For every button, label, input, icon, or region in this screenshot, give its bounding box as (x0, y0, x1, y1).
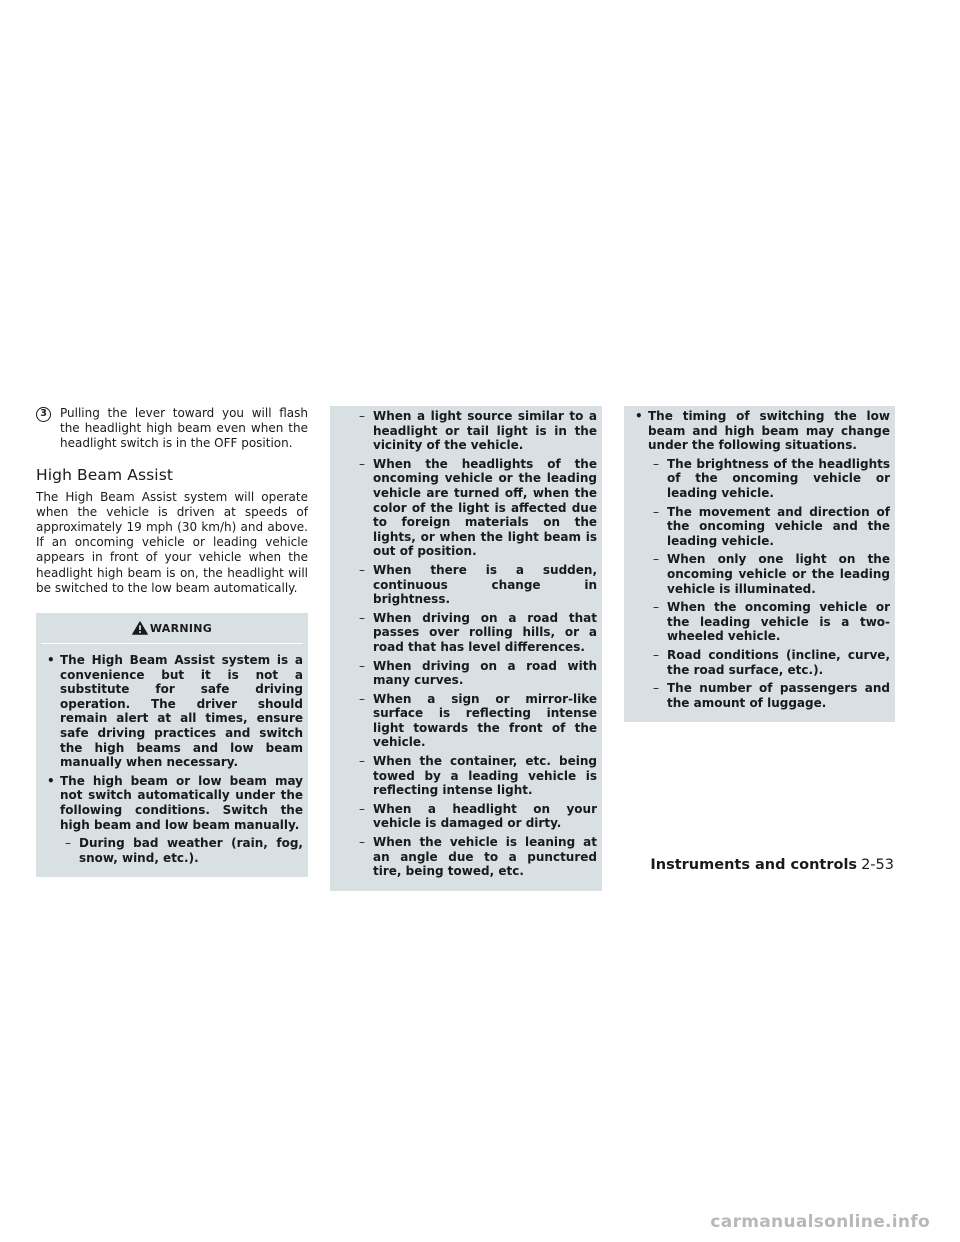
dash-mark: – (653, 600, 659, 615)
situation-item (629, 648, 890, 677)
warning-header (41, 619, 303, 644)
dash-mark: – (653, 504, 659, 519)
dash-mark: – (653, 552, 659, 567)
warning-icon (132, 621, 148, 635)
situation-list (629, 457, 890, 711)
condition-text: When driving on a road that passes over rolling hills, or a road that has level differences. (373, 610, 597, 654)
dash-mark: – (359, 835, 365, 850)
condition-text: When the container, etc. being towed by a leading vehicle is reflecting intense light. (373, 754, 597, 798)
warning-bullet-text: The high beam or low beam may not switch automatically under the following conditions. Switch the high beam and low beam manually. (60, 773, 303, 832)
situation-item (629, 552, 890, 596)
section-title: High Beam Assist (36, 465, 174, 484)
warning-bullet (41, 774, 303, 832)
step-3 (36, 406, 308, 452)
page-number: 2-53 (861, 857, 894, 873)
warning-label: WARNING (149, 622, 213, 636)
bullet-mark: • (47, 773, 55, 788)
dash-mark: – (359, 562, 365, 577)
column-3 (624, 406, 895, 722)
dash-mark: – (359, 754, 365, 769)
condition-text: During bad weather (rain, fog, snow, wind, etc.). (79, 836, 303, 865)
warning-bullet-text: The timing of switching the low beam and high beam may change under the following situations. (648, 409, 890, 453)
dash-mark: – (359, 456, 365, 471)
dash-mark: – (653, 681, 659, 696)
condition-item (335, 409, 597, 453)
condition-item (335, 611, 597, 655)
condition-text: When the vehicle is leaning at an angle due to a punctured tire, being towed, etc. (373, 835, 597, 879)
situation-text: The brightness of the headlights of the oncoming vehicle or leading vehicle. (667, 456, 890, 500)
warning-bullet (629, 409, 890, 453)
warning-box-continued (624, 406, 895, 722)
situation-text: The movement and direction of the oncoming vehicle and the leading vehicle. (667, 504, 890, 548)
column-2 (330, 406, 602, 891)
dash-mark: – (359, 409, 365, 423)
situation-item (629, 457, 890, 501)
warning-bullet (41, 653, 303, 770)
page-footer (650, 857, 894, 873)
situation-text: Road conditions (incline, curve, the road surface, etc.). (667, 647, 890, 677)
intro-paragraph: The High Beam Assist system will operate when the vehicle is driven at speeds of approximately 19 mph (30 km/h) and above. If an oncoming vehicle or leading vehicle appears in front of your vehicle when the headlight high beam is on, the headlight will be switched to the low beam automatically. (36, 489, 308, 595)
condition-item (335, 457, 597, 559)
condition-item (335, 563, 597, 607)
footer-section-title: Instruments and controls (650, 857, 858, 873)
situation-item (629, 681, 890, 710)
bullet-mark: • (47, 653, 55, 668)
step-number-badge: 3 (36, 407, 51, 422)
situation-item (629, 505, 890, 549)
condition-item (41, 836, 303, 865)
warning-box-continued (330, 406, 602, 891)
condition-text: When there is a sudden, continuous change in brightness. (373, 562, 597, 607)
dash-mark: – (65, 836, 71, 851)
dash-mark: – (653, 647, 659, 662)
situation-text: The number of passengers and the amount of luggage. (667, 681, 890, 710)
warning-body (41, 644, 303, 865)
bullet-mark: • (635, 409, 643, 423)
dash-mark: – (653, 456, 659, 471)
condition-text: When a sign or mirror-like surface is reflecting intense light towards the front of the vehicle. (373, 691, 597, 750)
condition-text: When a light source similar to a headlight or tail light is in the vicinity of the vehicle. (373, 409, 597, 453)
condition-list (41, 836, 303, 865)
dash-mark: – (359, 801, 365, 816)
condition-list (335, 409, 597, 879)
condition-text: When the headlights of the oncoming vehicle or the leading vehicle are turned off, when the color of the light is affected due to foreign materials on the lights, or when the light beam is out of position. (373, 456, 597, 559)
condition-text: When driving on a road with many curves. (373, 658, 597, 688)
situation-text: When the oncoming vehicle or the leading vehicle is a two-wheeled vehicle. (667, 600, 890, 644)
dash-mark: – (359, 610, 365, 625)
situation-item (629, 600, 890, 644)
condition-text: When a headlight on your vehicle is damaged or dirty. (373, 801, 597, 831)
warning-bullet-text: The High Beam Assist system is a convenience but it is not a substitute for safe driving operation. The driver should remain alert at all times, ensure safe driving practices and switch the high beams and low beam manually when necessary. (60, 653, 303, 770)
condition-item (335, 659, 597, 688)
column-1 (36, 406, 308, 877)
condition-item (335, 754, 597, 798)
dash-mark: – (359, 658, 365, 673)
condition-item (335, 802, 597, 831)
warning-box (36, 613, 308, 877)
situation-text: When only one light on the oncoming vehicle or the leading vehicle is illuminated. (667, 552, 890, 596)
step-3-text: Pulling the lever toward you will flash the headlight high beam even when the headlight switch is in the OFF position. (60, 406, 308, 451)
watermark-text: carmanualsonline.info (710, 1212, 930, 1232)
dash-mark: – (359, 691, 365, 706)
condition-item (335, 835, 597, 879)
condition-item (335, 692, 597, 750)
